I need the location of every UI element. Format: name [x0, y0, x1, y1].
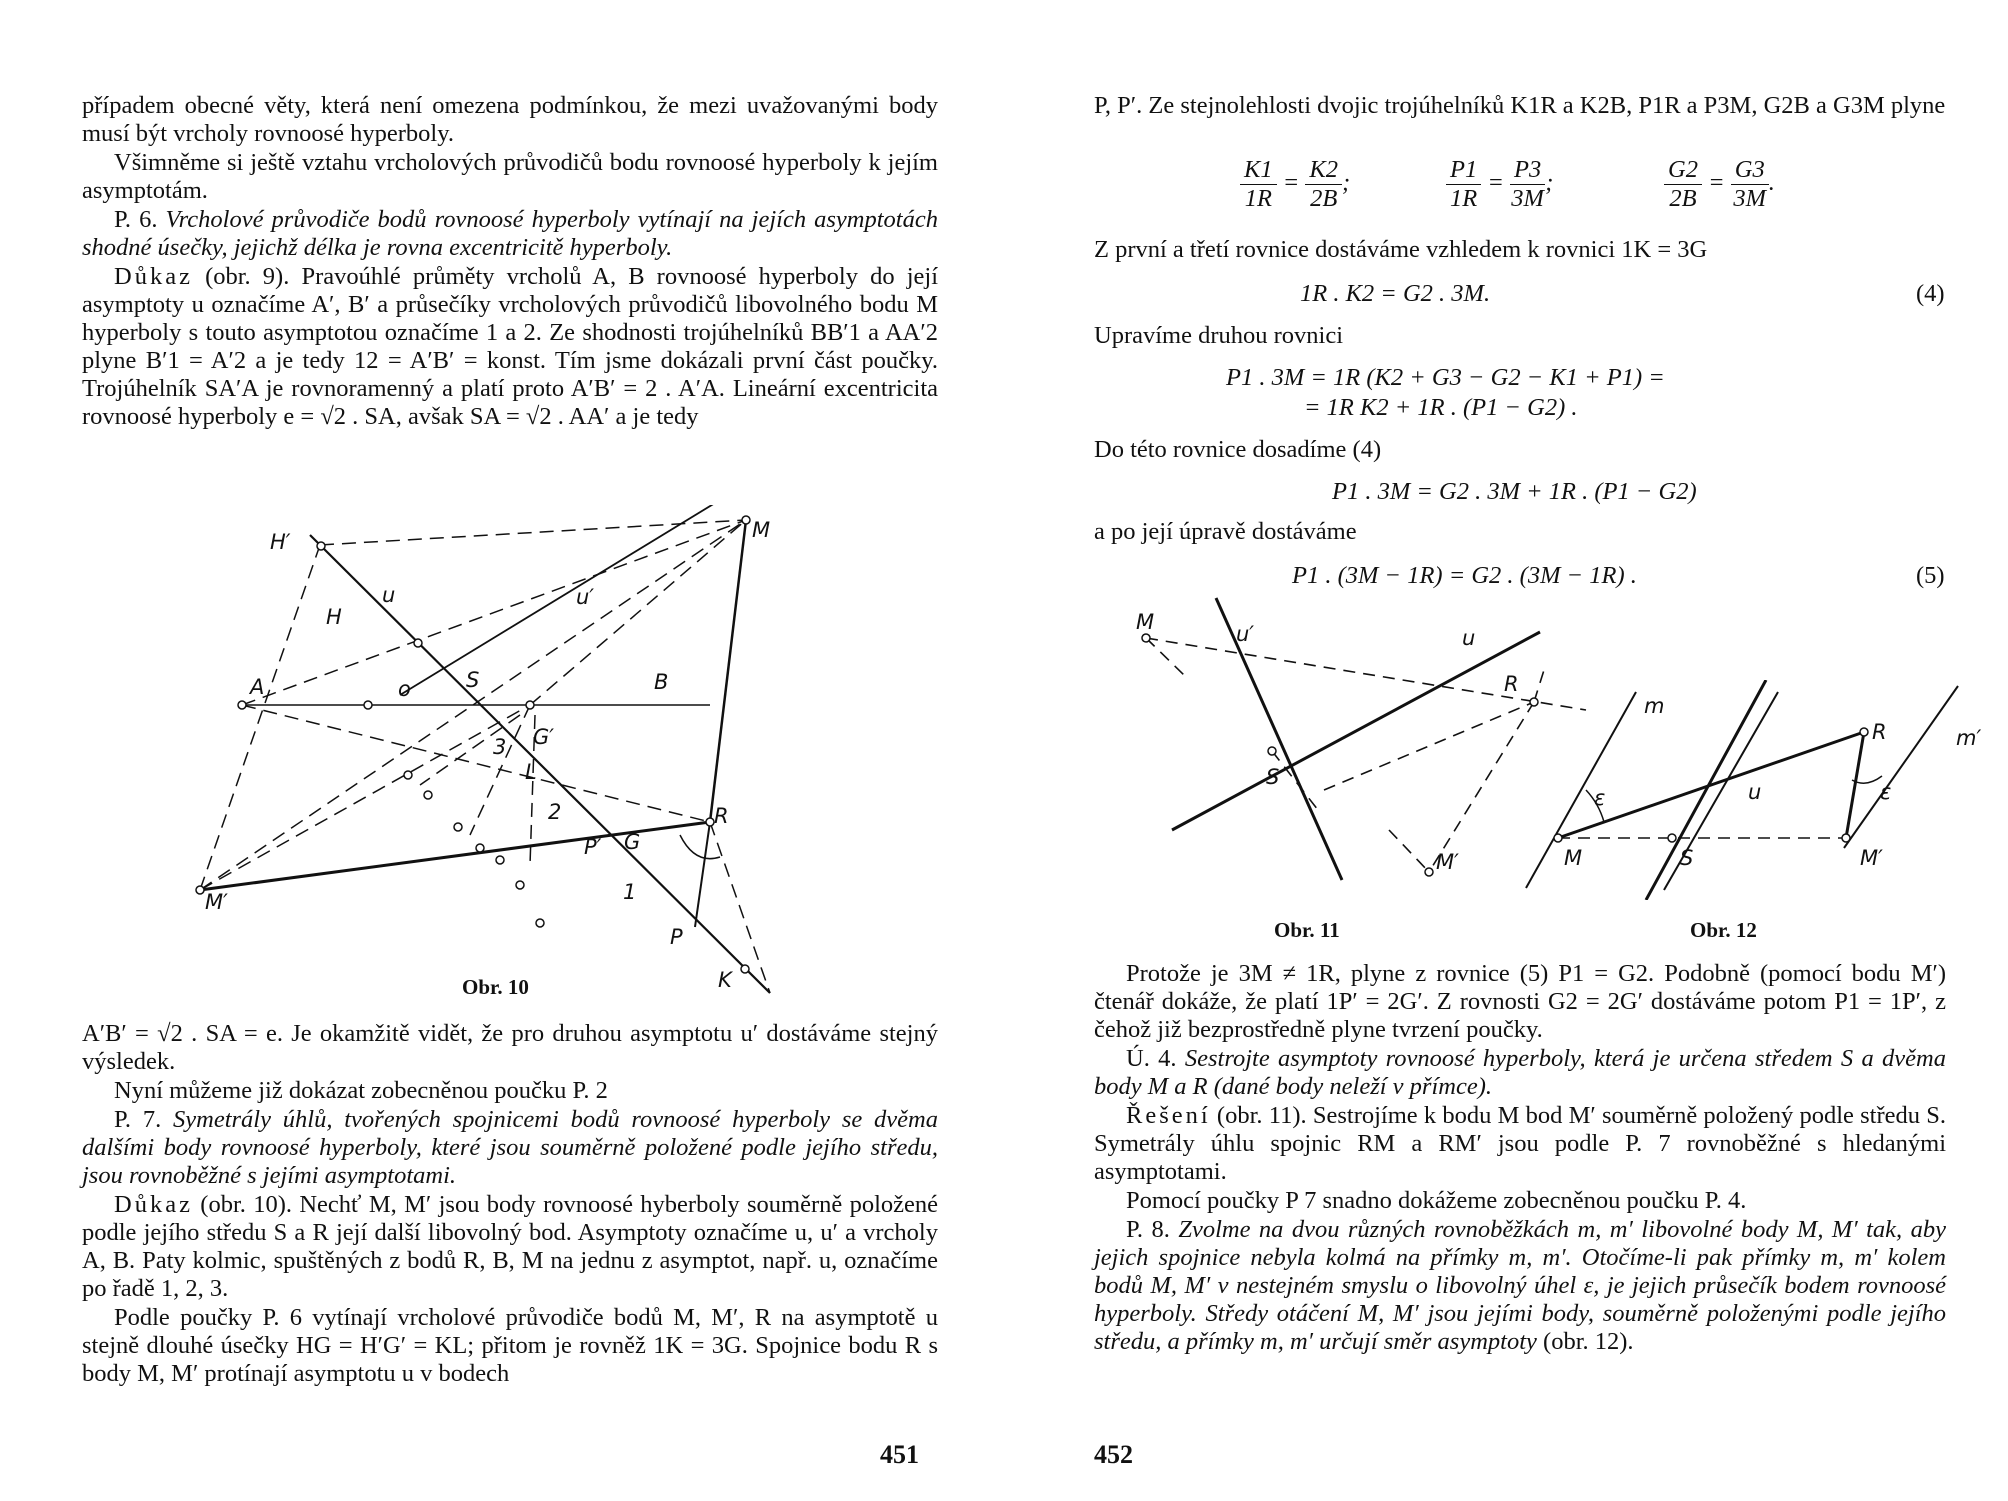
proof-paragraph: [82, 1191, 938, 1303]
theorem-text: Symetrály úhlů, tvořených spojnicemi bodů rovnoosé hyperboly se dvěma dalšími body rovnoosé hyperboly, které jsou souměrně položené podle jejího středu, jsou rovnoběžné s jejími asymptotami.: [82, 1106, 938, 1189]
label-m-prime: M′: [1436, 850, 1459, 874]
left-text-top: [82, 92, 938, 432]
line-r-p: [695, 822, 710, 927]
dashed-line: [1146, 638, 1184, 675]
paragraph: případem obecné věty, která není omezena podmínkou, že mezi uvažovanými body musí být vrcholy rovnoosé hyperboly.: [82, 92, 938, 147]
equation-number: (4): [1916, 280, 1945, 307]
label-m: M: [1136, 610, 1155, 634]
label-s: S: [1680, 846, 1694, 870]
paragraph: Do této rovnice dosadíme (4): [1094, 436, 1382, 463]
equation: P1 . 3M = 1R (K2 + G3 − G2 − K1 + P1) =: [1226, 364, 1665, 391]
point: [1554, 834, 1562, 842]
theorem-p8: [1094, 1216, 1946, 1356]
proof-paragraph: [82, 263, 938, 431]
right-text-bottom: [1094, 960, 1946, 1357]
label-p: P: [670, 925, 683, 949]
point: [1842, 834, 1850, 842]
label-2: 2: [548, 800, 562, 824]
line-m-prime-2: [1844, 686, 1958, 848]
paragraph: P, P′. Ze stejnolehlosti dvojic trojúhelníků K1R a K2B, P1R a P3M, G2B a G3M plyne: [1094, 92, 1946, 119]
label-s: S: [466, 668, 480, 692]
dashed-line: [200, 705, 530, 890]
label-3: 3: [493, 735, 507, 759]
theorem-label: P. 6.: [114, 206, 158, 233]
point: [364, 701, 372, 709]
exercise-text: Sestrojte asymptoty rovnoosé hyperboly, která je určena středem S a dvěma body M a R (dané body neleží v přímce).: [1094, 1045, 1946, 1100]
label-k: K: [718, 968, 732, 992]
label-m-prime: M′: [205, 890, 228, 914]
fraction-equation: $\frac{G2}{2B}$ = $\frac{G3}{3M}$ .: [1664, 156, 1775, 213]
label-r: R: [714, 804, 729, 828]
solution-label: Řešení: [1126, 1102, 1211, 1129]
asymptote-u: [1172, 632, 1540, 830]
label-u: u: [1748, 780, 1762, 804]
paragraph: Z první a třetí rovnice dostáváme vzhledem k rovnici 1K = 3G: [1094, 236, 1708, 263]
point: [1425, 868, 1433, 876]
point: [414, 639, 422, 647]
dashed-line: [1429, 702, 1534, 872]
theorem-text: Zvolme na dvou různých rovnoběžkách m, m′ libovolné body M, M′ tak, aby jejich spojnice nebyla kolmá na přímky m, m′. Otočíme-li pak přímky m, m′ kolem bodů M, M′ v nestejném smyslu o libovolný úhel ε, je jejich průsečík bodem rovnoosé hyperboly. Středy otáčení M, M′ jsou jejími body, souměrně položenými podle jejího středu, a přímky m, m′ určují směr asymptoty: [1094, 1216, 1946, 1355]
point: [516, 881, 524, 889]
theorem-p6: [82, 206, 938, 262]
fraction-equation: $\frac{P1}{1R}$ = $\frac{P3}{3M}$ ;: [1446, 156, 1553, 213]
point: [1860, 728, 1868, 736]
label-m-line: m: [1644, 694, 1665, 718]
figure-caption: Obr. 11: [1274, 918, 1340, 942]
paragraph: Upravíme druhou rovnici: [1094, 322, 1344, 349]
equation: P1 . 3M = G2 . 3M + 1R . (P1 − G2): [1332, 478, 1697, 505]
label-u: u: [382, 583, 396, 607]
label-h: H: [326, 605, 342, 629]
point: [536, 919, 544, 927]
label-h-prime: H′: [270, 530, 291, 554]
label-p-prime: P′: [584, 835, 602, 859]
point: [1142, 634, 1150, 642]
label-m: M: [1564, 846, 1583, 870]
point: [424, 791, 432, 799]
dashed-line: [1389, 830, 1429, 872]
label-u: u: [1462, 626, 1476, 650]
paragraph: Podle poučky P. 6 vytínají vrcholové průvodiče bodů M, M′, R na asymptotě u stejně dlouhé úsečky HG = H′G′ = KL; přitom je rovněž 1K = 3G. Spojnice bodu R s body M, M′ protínají asymptotu u v bodech: [82, 1304, 938, 1387]
right-page: [1004, 0, 2008, 1501]
label-a: A: [250, 675, 265, 699]
proof-text: (obr. 10). Nechť M, M′ jsou body rovnoosé hyberboly souměrně položené podle jejího středu S a R její další libovolný bod. Asymptoty označíme u, u′ a vrcholy A, B. Paty kolmic, spuštěných z bodů R, B, M na jednu z asymptot, např. u, označíme po řadě 1, 2, 3.: [82, 1191, 938, 1302]
figure-caption: Obr. 12: [1690, 918, 1757, 942]
page-number: 451: [880, 1440, 919, 1469]
label-l: L: [525, 760, 537, 784]
label-u-prime: u′: [576, 585, 595, 609]
label-o: o: [398, 677, 411, 701]
dashed-line: [320, 520, 746, 545]
dashed-line: [530, 520, 746, 705]
point: [454, 823, 462, 831]
point: [196, 886, 204, 894]
proof-text: (obr. 9). Pravoúhlé průměty vrcholů A, B rovnoosé hyperboly do její asymptoty u označíme A′, B′ a průsečíky vrcholových průvodičů libovolného bodu M hyperboly s touto asymptotou označíme 1 a 2. Ze shodnosti trojúhelníků BB′1 a AA′2 plyne B′1 = A′2 a je tedy 12 = A′B′ = konst. Tím jsme dokázali první část poučky. Trojúhelník SA′A je rovnoramenný a platí proto A′B′ = 2 . A′A. Lineární excentricita rovnoosé hyperboly e = √2 . SA, avšak SA = √2 . AA′ a je tedy: [82, 263, 938, 430]
dashed-line: [200, 545, 320, 890]
left-text-bottom: [82, 1020, 938, 1389]
theorem-p7: [82, 1106, 938, 1190]
proof-label: Důkaz: [114, 263, 193, 290]
dashed-line: [1324, 702, 1534, 790]
asymptote-u-prime: [1216, 598, 1342, 880]
point: [404, 771, 412, 779]
label-g-prime: G′: [533, 725, 555, 749]
dashed-line: [1146, 638, 1586, 710]
point: [238, 701, 246, 709]
label-1: 1: [623, 880, 637, 904]
theorem-ref: (obr. 12).: [1543, 1328, 1634, 1355]
label-epsilon: ε: [1594, 786, 1606, 810]
label-m-prime: M′: [1860, 846, 1883, 870]
point: [706, 818, 714, 826]
right-text-top: [1094, 92, 1946, 121]
point: [496, 856, 504, 864]
theorem-text: Vrcholové průvodiče bodů rovnoosé hyperboly vytínají na jejích asymptotách shodné úsečky, jejichž délka je rovna excentricitě hyperboly.: [82, 206, 938, 261]
theorem-label: P. 7.: [114, 1106, 162, 1133]
paragraph: Pomocí poučky P 7 snadno dokážeme zobecněnou poučku P. 4.: [1126, 1187, 1747, 1214]
angle-arc: [680, 835, 720, 859]
point: [526, 701, 534, 709]
label-m: M: [752, 518, 771, 542]
point: [742, 516, 750, 524]
paragraph: Nyní můžeme již dokázat zobecněnou poučku P. 2: [114, 1077, 608, 1104]
equation: = 1R K2 + 1R . (P1 − G2) .: [1304, 394, 1578, 421]
paragraph: A′B′ = √2 . SA = e. Je okamžitě vidět, že pro druhou asymptotu u′ dostáváme stejný výsledek.: [82, 1020, 938, 1075]
paragraph: Všimněme si ještě vztahu vrcholových průvodičů bodu rovnoosé hyperboly k jejím asymptotám.: [82, 149, 938, 204]
solution-paragraph: [1094, 1102, 1946, 1186]
proof-label: Důkaz: [114, 1191, 193, 1218]
point: [741, 965, 749, 973]
page-number: 452: [1094, 1440, 1133, 1469]
equation-5: P1 . (3M − 1R) = G2 . (3M − 1R) .: [1292, 562, 1637, 589]
point: [476, 844, 484, 852]
label-b: B: [654, 670, 669, 694]
label-epsilon: ε: [1880, 780, 1892, 804]
label-m-prime-line: m′: [1956, 726, 1982, 750]
label-s: S: [1266, 765, 1280, 789]
point: [1268, 747, 1276, 755]
equation-4: 1R . K2 = G2 . 3M.: [1300, 280, 1491, 307]
label-g: G: [624, 830, 641, 854]
label-r: R: [1504, 672, 1519, 696]
label-u-prime: u′: [1236, 622, 1255, 646]
exercise-label: Ú. 4.: [1126, 1045, 1177, 1072]
paragraph: Protože je 3M ≠ 1R, plyne z rovnice (5) P1 = G2. Podobně (pomocí bodu M′) čtenář dokáže, že platí 1P′ = 2G′. Z rovnosti G2 = 2G′ dostáváme potom P1 = 1P′, z čehož již bezprostředně plyne tvrzení poučky.: [1094, 960, 1946, 1043]
equation-number: (5): [1916, 562, 1945, 589]
asymptote-u-prime: [400, 505, 720, 695]
label-r: R: [1872, 720, 1887, 744]
figure-caption: Obr. 10: [462, 975, 529, 999]
exercise-u4: [1094, 1045, 1946, 1101]
solution-text: (obr. 11). Sestrojíme k bodu M bod M′ souměrně položený podle středu S. Symetrály úhlu spojnic RM a RM′ jsou podle P. 7 rovnoběžné s hledanými asymptotami.: [1094, 1102, 1946, 1185]
theorem-label: P. 8.: [1126, 1216, 1170, 1243]
point: [317, 542, 325, 550]
point: [1668, 834, 1676, 842]
fraction-equation: $\frac{K1}{1R}$ = $\frac{K2}{2B}$ ;: [1240, 156, 1350, 213]
paragraph: a po její úpravě dostáváme: [1094, 518, 1357, 545]
dashed-line: [242, 705, 710, 822]
